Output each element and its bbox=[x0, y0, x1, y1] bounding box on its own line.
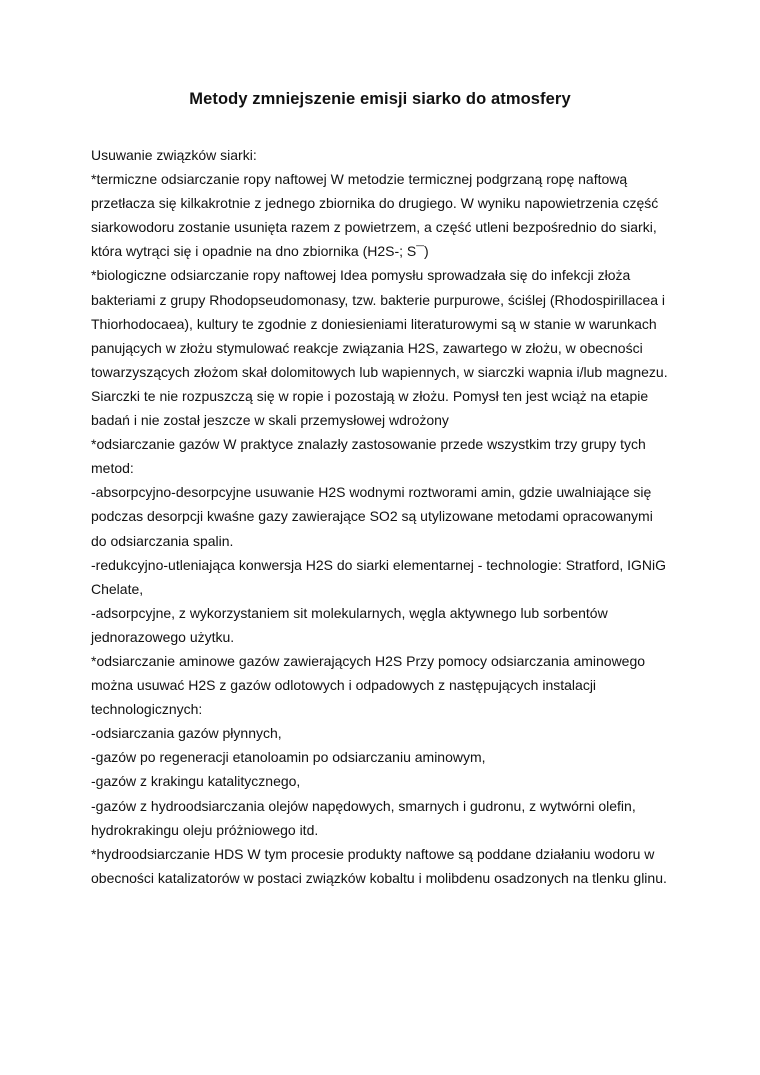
text-line: -gazów po regeneracji etanoloamin po odsiarczaniu aminowym, bbox=[91, 749, 486, 766]
text-line: Chelate, bbox=[91, 580, 144, 597]
text-line: siarkowodoru zostanie usunięta razem z powietrzem, a część utleni bezpośrednio do siarki, bbox=[91, 219, 657, 236]
text-line: *termiczne odsiarczanie ropy naftowej W metodzie termicznej podgrzaną ropę naftową bbox=[91, 171, 628, 188]
text-line: Thiorhodocaea), kultury te zgodnie z doniesieniami literaturowymi są w stanie w warunkach bbox=[91, 315, 657, 332]
text-line: panujących w złożu stymulować reakcje związania H2S, zawartego w złożu, w obecności bbox=[91, 339, 643, 356]
text-line: do odsiarczania spalin. bbox=[91, 532, 234, 549]
text-line: -odsiarczania gazów płynnych, bbox=[91, 725, 282, 742]
text-line: -gazów z hydroodsiarczania olejów napędowych, smarnych i gudronu, z wytwórni olefin, bbox=[91, 797, 636, 814]
text-line: przetłacza się kilkakrotnie z jednego zbiornika do drugiego. W wyniku napowietrzenia część bbox=[91, 195, 659, 212]
text-line: -adsorpcyjne, z wykorzystaniem sit molekularnych, węgla aktywnego lub sorbentów bbox=[91, 604, 608, 621]
text-line: która wytrąci się i opadnie na dno zbiornika (H2S-; S¯) bbox=[91, 243, 429, 260]
text-line: podczas desorpcji kwaśne gazy zawierające SO2 są utylizowane metodami opracowanymi bbox=[91, 508, 653, 525]
text-line: Siarczki te nie rozpuszczą się w ropie i pozostają w złożu. Pomysł ten jest wciąż na etapie bbox=[91, 387, 649, 404]
text-line: *hydroodsiarczanie HDS W tym procesie produkty naftowe są poddane działaniu wodoru w bbox=[91, 845, 655, 862]
text-line: hydrokrakingu oleju próżniowego itd. bbox=[91, 821, 319, 838]
text-line: bakteriami z grupy Rhodopseudomonasy, tzw. bakterie purpurowe, ściślej (Rhodospirillacea i bbox=[91, 291, 666, 308]
text-line: -absorpcyjno-desorpcyjne usuwanie H2S wodnymi roztworami amin, gdzie uwalniające się bbox=[91, 484, 652, 501]
text-line: metod: bbox=[91, 460, 134, 477]
text-line: *biologiczne odsiarczanie ropy naftowej Idea pomysłu sprowadzała się do infekcji złoża bbox=[91, 267, 631, 284]
text-line: towarzyszących złożom skał dolomitowych lub wapiennych, w siarczki wapnia i/lub magnezu. bbox=[91, 363, 668, 380]
text-line: obecności katalizatorów w postaci związków kobaltu i molibdenu osadzonych na tlenku glinu. bbox=[91, 869, 667, 886]
text-line: -gazów z krakingu katalitycznego, bbox=[91, 773, 301, 790]
document-body bbox=[91, 143, 681, 890]
text-line: można usuwać H2S z gazów odlotowych i odpadowych z następujących instalacji bbox=[91, 677, 597, 694]
text-line: badań i nie został jeszcze w skali przemysłowej wdrożony bbox=[91, 412, 449, 429]
text-line: -redukcyjno-utleniająca konwersja H2S do siarki elementarnej - technologie: Stratford, IGNiG bbox=[91, 556, 667, 573]
text-line: Usuwanie związków siarki: bbox=[91, 147, 257, 163]
text-line: jednorazowego użytku. bbox=[91, 628, 235, 645]
text-line: *odsiarczanie aminowe gazów zawierających H2S Przy pomocy odsiarczania aminowego bbox=[91, 652, 646, 669]
text-line: *odsiarczanie gazów W praktyce znalazły zastosowanie przede wszystkim trzy grupy tych bbox=[91, 436, 646, 453]
document-title: Metody zmniejszenie emisji siarko do atmosfery bbox=[189, 90, 571, 108]
text-line: technologicznych: bbox=[91, 701, 203, 718]
